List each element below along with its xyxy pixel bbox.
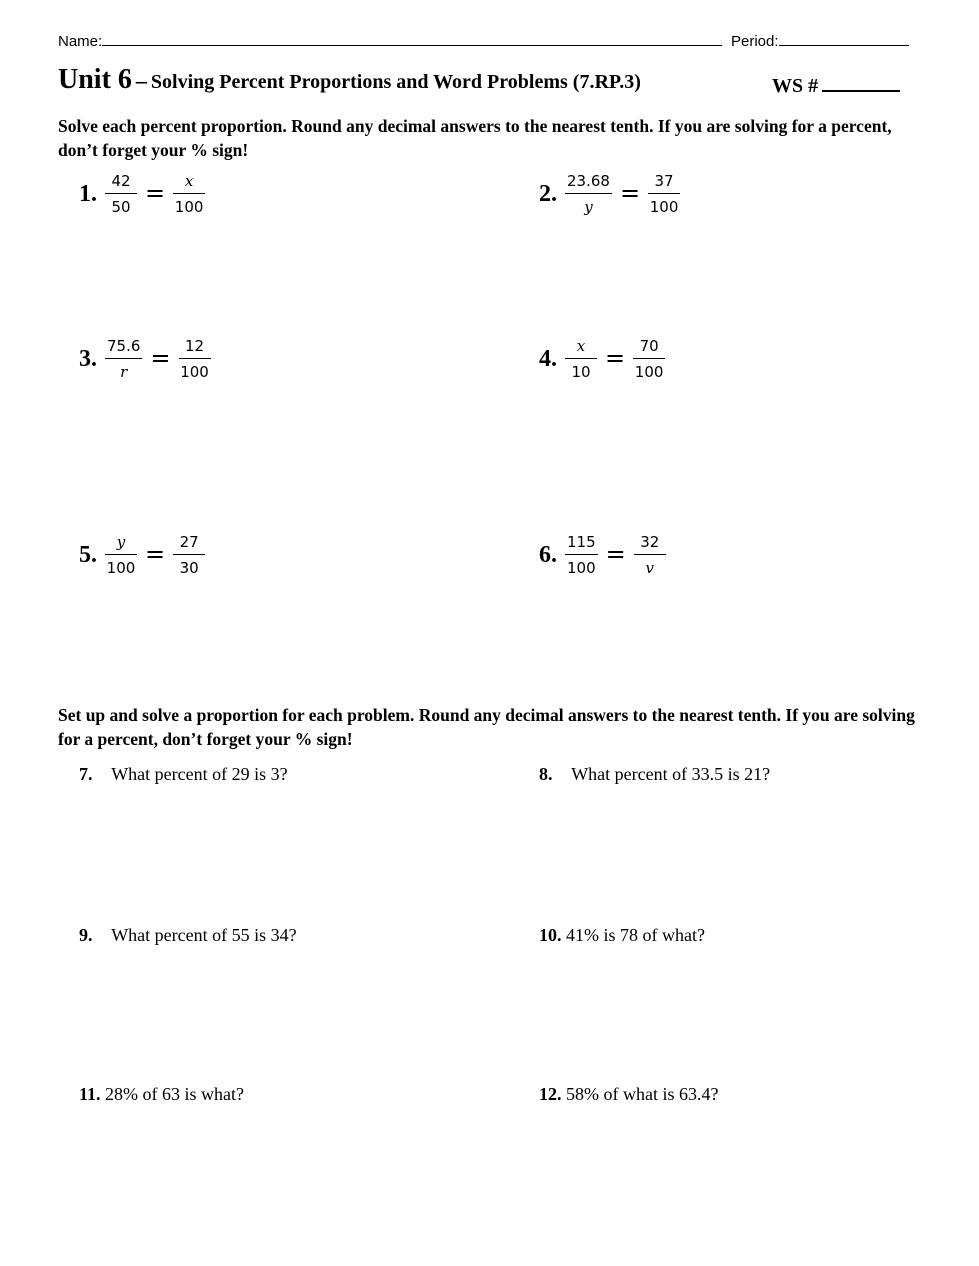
problem-text: What percent of 55 is 34? bbox=[111, 925, 297, 945]
numerator: 32 bbox=[634, 533, 666, 555]
problem-number: 7. bbox=[79, 764, 93, 784]
fraction-left bbox=[105, 172, 137, 216]
denominator: 100 bbox=[567, 559, 596, 577]
problem-number: 9. bbox=[79, 925, 93, 945]
equals-sign: = bbox=[150, 344, 171, 372]
numerator: x bbox=[173, 172, 205, 194]
fraction-right bbox=[648, 172, 680, 216]
denominator: 50 bbox=[111, 198, 131, 216]
problem-number: 12. bbox=[539, 1084, 562, 1104]
problem-text: 41% is 78 of what? bbox=[566, 925, 705, 945]
fraction-left bbox=[565, 337, 597, 381]
problem-4 bbox=[539, 337, 665, 381]
numerator: y bbox=[105, 533, 137, 555]
section2-instructions: Set up and solve a proportion for each problem. Round any decimal answers to the nearest tenth. If you are solving for a percent, don’t forget your % sign! bbox=[58, 705, 915, 749]
fraction-right bbox=[633, 337, 665, 381]
denominator: 100 bbox=[634, 363, 664, 381]
equals-sign: = bbox=[605, 344, 626, 372]
problem-number: 8. bbox=[539, 764, 553, 784]
denominator: v bbox=[645, 559, 654, 577]
problem-10 bbox=[539, 925, 705, 946]
problem-text: 28% of 63 is what? bbox=[105, 1084, 244, 1104]
period-field[interactable] bbox=[731, 31, 909, 50]
name-label: Name: bbox=[58, 33, 103, 50]
numerator: 37 bbox=[648, 172, 680, 194]
fraction-right bbox=[173, 172, 205, 216]
name-blank[interactable] bbox=[102, 31, 722, 46]
title-subtitle: Solving Percent Proportions and Word Problems (7.RP.3) bbox=[150, 71, 641, 93]
problem-number: 3. bbox=[79, 345, 97, 372]
page-title bbox=[58, 64, 641, 96]
ws-blank[interactable] bbox=[822, 72, 900, 92]
problem-12 bbox=[539, 1084, 718, 1105]
numerator: 75.6 bbox=[105, 337, 142, 359]
numerator: 70 bbox=[633, 337, 665, 359]
denominator: 10 bbox=[571, 363, 591, 381]
problem-8 bbox=[539, 764, 770, 785]
fraction-left bbox=[565, 172, 612, 216]
fraction-right bbox=[179, 337, 211, 381]
equals-sign: = bbox=[145, 179, 166, 207]
problem-number: 4. bbox=[539, 345, 557, 372]
period-blank[interactable] bbox=[779, 31, 909, 46]
name-field[interactable] bbox=[58, 31, 722, 50]
problem-number: 10. bbox=[539, 925, 562, 945]
problem-text: 58% of what is 63.4? bbox=[566, 1084, 719, 1104]
equals-sign: = bbox=[145, 540, 166, 568]
unit-label: Unit 6 bbox=[58, 64, 132, 95]
problem-number: 6. bbox=[539, 541, 557, 568]
problem-1 bbox=[79, 172, 205, 216]
ws-label: WS # bbox=[772, 75, 819, 97]
worksheet-number bbox=[772, 72, 900, 98]
problem-11 bbox=[79, 1084, 244, 1105]
denominator: 100 bbox=[106, 559, 136, 577]
numerator: 23.68 bbox=[565, 172, 612, 194]
problem-number: 11. bbox=[79, 1084, 101, 1104]
problem-5 bbox=[79, 533, 205, 577]
numerator: 42 bbox=[105, 172, 137, 194]
numerator: x bbox=[565, 337, 597, 359]
fraction-left bbox=[105, 337, 142, 381]
problem-2 bbox=[539, 172, 680, 216]
equals-sign: = bbox=[619, 179, 641, 207]
numerator: 115 bbox=[565, 533, 598, 555]
problem-text: What percent of 33.5 is 21? bbox=[571, 764, 771, 784]
equals-sign: = bbox=[605, 540, 626, 568]
denominator: 100 bbox=[649, 198, 679, 216]
denominator: 100 bbox=[174, 198, 204, 216]
problem-text: What percent of 29 is 3? bbox=[111, 764, 288, 784]
fraction-right bbox=[173, 533, 205, 577]
fraction-left bbox=[565, 533, 598, 577]
period-label: Period: bbox=[731, 33, 779, 50]
problem-9 bbox=[79, 925, 297, 946]
section1-instructions: Solve each percent proportion. Round any decimal answers to the nearest tenth. If you are solving for a percent, don’t forget your % sign! bbox=[58, 116, 892, 160]
problem-number: 1. bbox=[79, 180, 97, 207]
problem-6 bbox=[539, 533, 666, 577]
denominator: 30 bbox=[179, 559, 199, 577]
numerator: 27 bbox=[173, 533, 205, 555]
fraction-left bbox=[105, 533, 137, 577]
numerator: 12 bbox=[179, 337, 211, 359]
denominator: r bbox=[120, 363, 128, 381]
denominator: y bbox=[584, 198, 593, 216]
problem-7 bbox=[79, 764, 288, 785]
title-dash: – bbox=[135, 68, 147, 93]
problem-number: 2. bbox=[539, 180, 557, 207]
fraction-right bbox=[634, 533, 666, 577]
problem-3 bbox=[79, 337, 211, 381]
denominator: 100 bbox=[180, 363, 209, 381]
problem-number: 5. bbox=[79, 541, 97, 568]
